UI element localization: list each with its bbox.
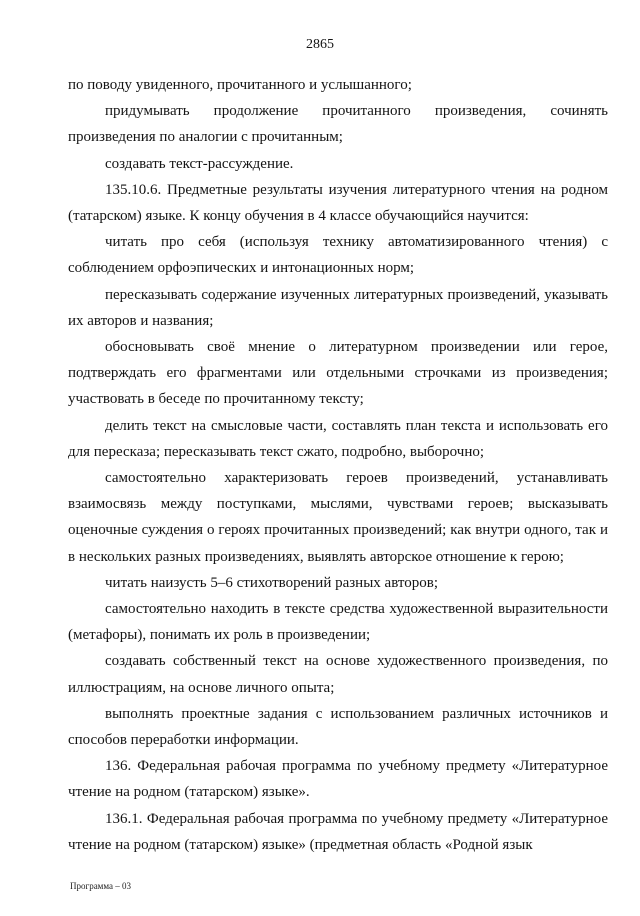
paragraph-9: самостоятельно характеризовать героев произведений, устанавливать взаимосвязь между поступками, мыслями, чувствами героев; высказывать оценочные суждения о героях прочитанных произведений; как внутри одного, так и в нескольких разных произведениях, выявлять авторское отношение к герою; <box>68 470 608 565</box>
paragraph-5: читать про себя (используя технику автоматизированного чтения) с соблюдением орфоэпических и интонационных норм; <box>68 234 608 277</box>
paragraph-7: обосновывать своё мнение о литературном произведении или герое, подтверждать его фрагментами или отдельными строчками из произведения; участвовать в беседе по прочитанному тексту; <box>68 339 608 408</box>
paragraph-4: 135.10.6. Предметные результаты изучения литературного чтения на родном (татарском) языке. К концу обучения в 4 классе обучающийся научится: <box>68 181 608 225</box>
paragraph-6: пересказывать содержание изученных литературных произведений, указывать их авторов и названия; <box>68 286 608 329</box>
paragraph-3: создавать текст-рассуждение. <box>105 155 294 172</box>
paragraph-14: 136. Федеральная рабочая программа по учебному предмету «Литературное чтение на родном (татарском) языке». <box>68 758 608 801</box>
paragraph-13: выполнять проектные задания с использованием различных источников и способов переработки информации. <box>68 705 608 749</box>
paragraph-11: самостоятельно находить в тексте средства художественной выразительности (метафоры), понимать их роль в произведении; <box>68 601 608 644</box>
paragraph-2: придумывать продолжение прочитанного произведения, сочинять произведения по аналогии с прочитанным; <box>68 103 608 146</box>
paragraph-1: по поводу увиденного, прочитанного и услышанного; <box>68 77 412 93</box>
paragraph-12: создавать собственный текст на основе художественного произведения, по иллюстрациям, на основе личного опыта; <box>68 653 608 696</box>
paragraph-15: 136.1. Федеральная рабочая программа по учебному предмету «Литературное чтение на родном (татарском) языке» (предметная область «Родной язык <box>68 810 608 853</box>
paragraph-10: читать наизусть 5–6 стихотворений разных авторов; <box>105 574 439 591</box>
page-number: 2865 <box>306 37 334 52</box>
footer-note: Программа – 03 <box>70 881 132 891</box>
document-body <box>68 72 608 858</box>
paragraph-8: делить текст на смысловые части, составлять план текста и использовать его для пересказа; пересказывать текст сжато, подробно, выборочно; <box>68 417 608 460</box>
